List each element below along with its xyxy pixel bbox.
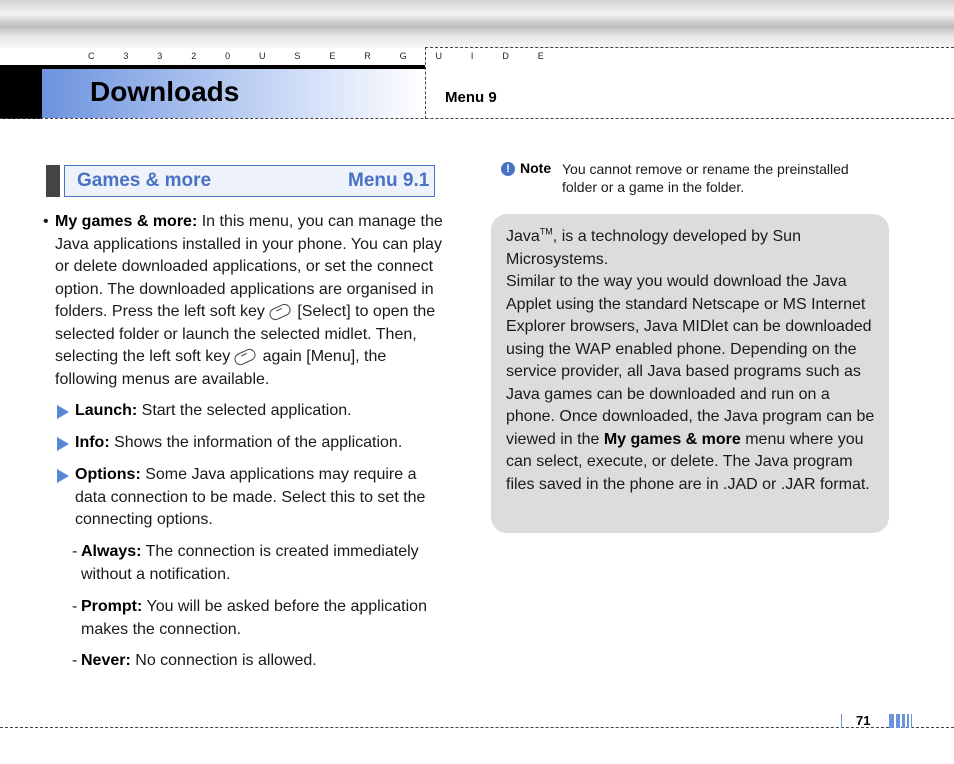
menu-item-options <box>56 464 441 532</box>
footer-tick <box>841 714 842 728</box>
header-black-block <box>0 65 42 119</box>
item-text: Shows the information of the application. <box>109 434 403 451</box>
soft-key-icon <box>267 302 292 322</box>
option-text: The connection is created immediately without a notification. <box>81 543 419 583</box>
section-menu-number: Menu 9.1 <box>348 170 430 191</box>
info-text-3: menu where you can select, execute, or delete. The Java program files saved in the phone are in .JAD or .JAR format. <box>506 430 870 493</box>
section-marker <box>46 165 60 197</box>
intro-bold: My games & more: <box>55 213 198 230</box>
option-dash: - <box>72 543 78 560</box>
java-info-text <box>506 226 876 496</box>
footer-bar <box>896 714 900 728</box>
page-title: Downloads <box>90 76 240 107</box>
arrow-bullet-icon <box>57 469 69 483</box>
item-bold: Launch: <box>75 402 138 419</box>
bullet: • <box>43 213 49 230</box>
java-word: Java <box>506 228 540 245</box>
menu-item-info <box>56 432 441 455</box>
item-text: Some Java applications may require a data connection to be made. Select this to set the connecting options. <box>75 466 426 528</box>
footer-bar <box>902 714 905 728</box>
info-bold: My games & more <box>603 430 741 448</box>
item-bold: Options: <box>75 466 141 483</box>
intro-paragraph <box>43 211 443 391</box>
soft-key-icon <box>233 347 258 367</box>
item-bold: Info: <box>75 434 110 451</box>
note-icon: ! <box>501 162 515 176</box>
menu-item-launch <box>56 400 441 423</box>
guide-label: C 3 3 2 0 U S E R G U I D E <box>88 51 557 61</box>
header-divider-top <box>425 47 954 48</box>
intro-text-3: again [Menu], the following menus are available. <box>55 348 387 388</box>
header-divider-bottom <box>0 118 954 119</box>
trademark-mark: TM <box>539 226 553 237</box>
header-divider-vertical <box>425 47 426 119</box>
footer-divider <box>0 727 954 728</box>
menu-label: Menu 9 <box>445 89 497 106</box>
intro-text-2: [Select] to open the selected folder or launch the selected midlet. Then, selecting the left soft key <box>55 303 436 365</box>
arrow-bullet-icon <box>57 405 69 419</box>
footer-bar <box>907 714 909 728</box>
option-text: You will be asked before the application makes the connection. <box>81 598 427 638</box>
footer-bar <box>889 714 894 728</box>
note-label: Note <box>520 160 552 176</box>
note-text: You cannot remove or rename the preinstalled folder or a game in the folder. <box>562 161 849 195</box>
info-text-1: , is a technology developed by Sun Microsystems. <box>506 228 801 268</box>
footer-bar <box>911 714 912 728</box>
header-band <box>0 0 954 48</box>
item-text: Start the selected application. <box>137 402 352 419</box>
option-always <box>72 541 442 586</box>
option-bold: Always: <box>81 543 142 560</box>
option-dash: - <box>72 652 78 669</box>
option-bold: Never: <box>81 652 131 669</box>
option-text: No connection is allowed. <box>130 652 317 669</box>
option-dash: - <box>72 598 78 615</box>
option-bold: Prompt: <box>81 598 143 615</box>
section-title: Games & more <box>77 170 212 191</box>
intro-text-1: In this menu, you can manage the Java applications installed in your phone. You can play or delete downloaded applications, or set the connect option. The downloaded applications are organised in folders. Press the left soft key <box>55 213 443 320</box>
option-never <box>72 650 442 673</box>
arrow-bullet-icon <box>57 437 69 451</box>
info-text-2: Similar to the way you would download the Java Applet using the standard Netscape or MS Internet Explorer browsers, Java MIDlet can be downloaded using the WAP enabled phone. Depending on the service provider, all Java based programs such as Java games can be downloaded and run on a phone. Once downloaded, the Java program can be viewed in the <box>506 273 875 448</box>
option-prompt <box>72 596 442 641</box>
page-number: 71 <box>856 713 871 728</box>
